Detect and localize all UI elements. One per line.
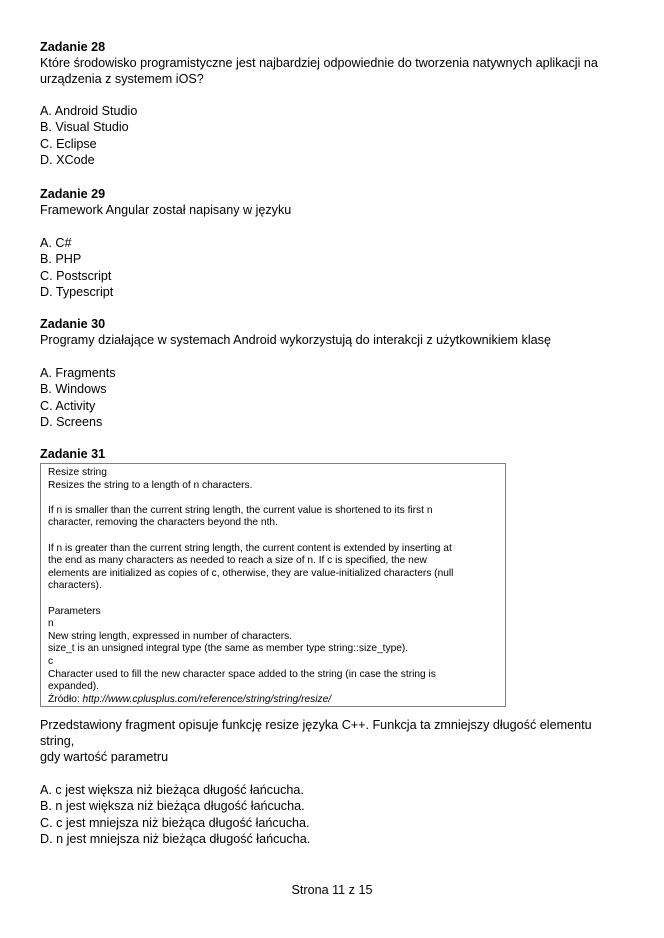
task-28-question-line-2: urządzenia z systemem iOS? [40,72,204,86]
answer-b: B. PHP [40,252,82,267]
task-31-title: Zadanie 31 [40,447,106,461]
answer-a: A. C# [40,236,72,250]
resize-doc-excerpt [40,463,506,707]
answer-d: D. Typescript [40,284,114,299]
task-31-answers [40,782,625,847]
task-31-question-line-2: gdy wartość parametru [40,750,169,764]
task-29 [40,186,625,300]
doc-line: the end as many characters as needed to reach a size of n. If c is specified, the new [48,555,427,567]
answer-c: C. Eclipse [40,136,97,151]
doc-parameters-heading: Parameters [48,605,101,617]
answer-d: D. Screens [40,414,103,429]
doc-line: characters). [48,580,102,592]
task-29-question-line-1: Framework Angular został napisany w języku [40,203,292,217]
doc-param-n: n [48,618,54,630]
doc-line: size_t is an unsigned integral type (the same as member type string::size_type). [48,643,409,655]
doc-line: character, removing the characters beyond the nth. [48,517,278,529]
doc-param-c: c [48,655,54,667]
doc-line: Resizes the string to a length of n characters. [48,479,253,491]
answer-a: A. c jest większa niż bieżąca długość łańcucha. [40,783,304,797]
doc-source-label: Źródło: [48,693,83,705]
answer-b: B. n jest większa niż bieżąca długość łańcucha. [40,799,305,814]
answer-c: C. Postscript [40,268,112,283]
task-31-question-line-1: Przedstawiony fragment opisuje funkcję resize języka C++. Funkcja ta zmniejszy długość elementu string, [40,718,592,748]
answer-b: B. Visual Studio [40,120,129,135]
task-31-body [40,717,625,847]
doc-line: elements are initialized as copies of c, otherwise, they are value-initialized characters (null [48,567,454,579]
task-30-answers [40,365,625,430]
task-28-title: Zadanie 28 [40,40,106,54]
doc-heading: Resize string [48,467,107,478]
doc-line: If n is smaller than the current string length, the current value is shortened to its first n [48,504,433,516]
task-29-answers [40,235,625,300]
task-30-question-line-1: Programy działające w systemach Android wykorzystują do interakcji z użytkownikiem klasę [40,333,551,347]
doc-line: Character used to fill the new character space added to the string (in case the string is [48,668,436,680]
task-28 [40,39,625,168]
task-30-title: Zadanie 30 [40,317,106,331]
doc-source [48,694,498,707]
task-29-title: Zadanie 29 [40,187,106,201]
doc-line: If n is greater than the current string length, the current content is extended by inserting at [48,542,452,554]
doc-line: New string length, expressed in number of characters. [48,630,293,642]
page-number: Strona 11 z 15 [291,883,373,897]
answer-c: C. Activity [40,398,96,413]
answer-a: A. Android Studio [40,104,138,118]
answer-b: B. Windows [40,382,107,397]
task-28-answers [40,103,625,168]
answer-d: D. XCode [40,152,95,167]
task-28-question-line-1: Które środowisko programistyczne jest najbardziej odpowiednie do tworzenia natywnych aplikacji na [40,56,598,70]
answer-c: C. c jest mniejsza niż bieżąca długość łańcucha. [40,815,310,830]
answer-a: A. Fragments [40,366,116,380]
answer-d: D. n jest mniejsza niż bieżąca długość łańcucha. [40,831,311,846]
doc-source-url: http://www.cplusplus.com/reference/string/string/resize/ [82,693,332,705]
task-31 [40,446,625,462]
doc-line: expanded). [48,681,99,693]
task-30 [40,316,625,430]
